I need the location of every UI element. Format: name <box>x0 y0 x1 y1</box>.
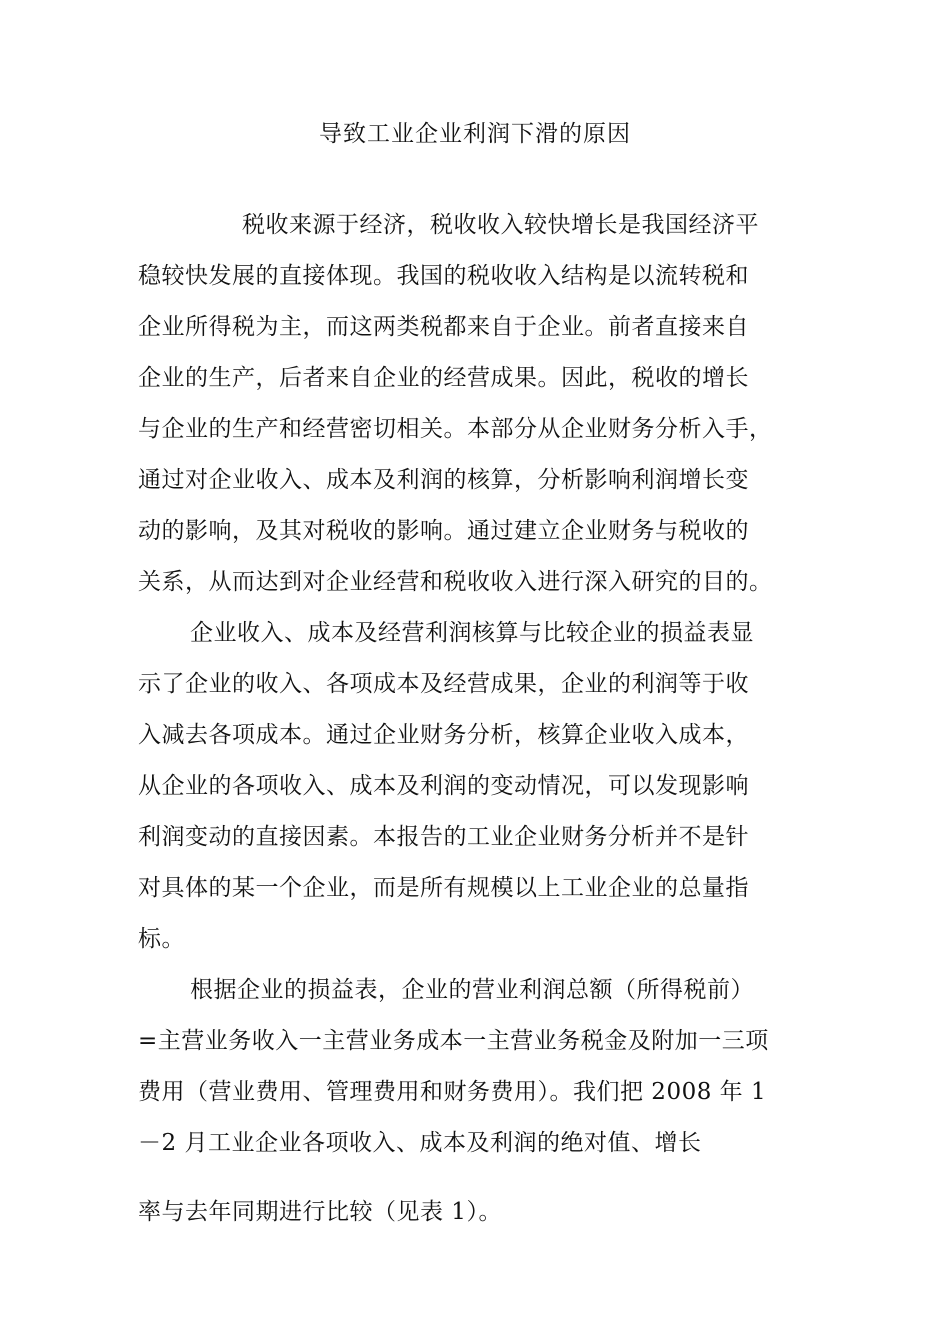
paragraph-gap <box>138 1169 818 1187</box>
paragraph-line: 企业的生产，后者来自企业的经营成果。因此，税收的增长 <box>138 365 749 391</box>
paragraph-line: 动的影响，及其对税收的影响。通过建立企业财务与税收的 <box>138 518 749 544</box>
paragraph-line: 从企业的各项收入、成本及利润的变动情况，可以发现影响 <box>138 773 749 799</box>
document-body <box>138 200 818 1238</box>
paragraph-line: 根据企业的损益表，企业的营业利润总额（所得税前） <box>190 977 754 1003</box>
paragraph-line: 企业所得税为主，而这两类税都来自于企业。前者直接来自 <box>138 314 749 340</box>
paragraph-3 <box>138 965 818 1169</box>
paragraph-line: 标。 <box>138 926 185 952</box>
paragraph-4 <box>138 1187 818 1238</box>
paragraph-line: －2 月工业企业各项收入、成本及利润的绝对值、增长 <box>138 1130 702 1156</box>
paragraph-line: 入减去各项成本。通过企业财务分析，核算企业收入成本， <box>138 722 749 748</box>
paragraph-1 <box>138 200 818 608</box>
paragraph-line: 费用（营业费用、管理费用和财务费用）。我们把 2008 年 1 <box>138 1079 767 1105</box>
document-title: 导致工业企业利润下滑的原因 <box>319 121 631 147</box>
paragraph-line: 通过对企业收入、成本及利润的核算，分析影响利润增长变 <box>138 467 749 493</box>
paragraph-line: 税收来源于经济，税收收入较快增长是我国经济平 <box>242 212 759 238</box>
paragraph-line: 稳较快发展的直接体现。我国的税收收入结构是以流转税和 <box>138 263 749 289</box>
paragraph-line: 对具体的某一个企业，而是所有规模以上工业企业的总量指 <box>138 875 749 901</box>
paragraph-line: 率与去年同期进行比较（见表 1）。 <box>138 1199 502 1225</box>
paragraph-line: =主营业务收入一主营业务成本一主营业务税金及附加一三项 <box>138 1028 769 1054</box>
paragraph-line: 与企业的生产和经营密切相关。本部分从企业财务分析入手， <box>138 416 773 442</box>
paragraph-line: 示了企业的收入、各项成本及经营成果，企业的利润等于收 <box>138 671 749 697</box>
paragraph-2 <box>138 608 818 965</box>
paragraph-line: 关系，从而达到对企业经营和税收收入进行深入研究的目的。 <box>138 569 773 595</box>
paragraph-line: 利润变动的直接因素。本报告的工业企业财务分析并不是针 <box>138 824 749 850</box>
paragraph-line: 企业收入、成本及经营利润核算与比较企业的损益表显 <box>190 620 754 646</box>
